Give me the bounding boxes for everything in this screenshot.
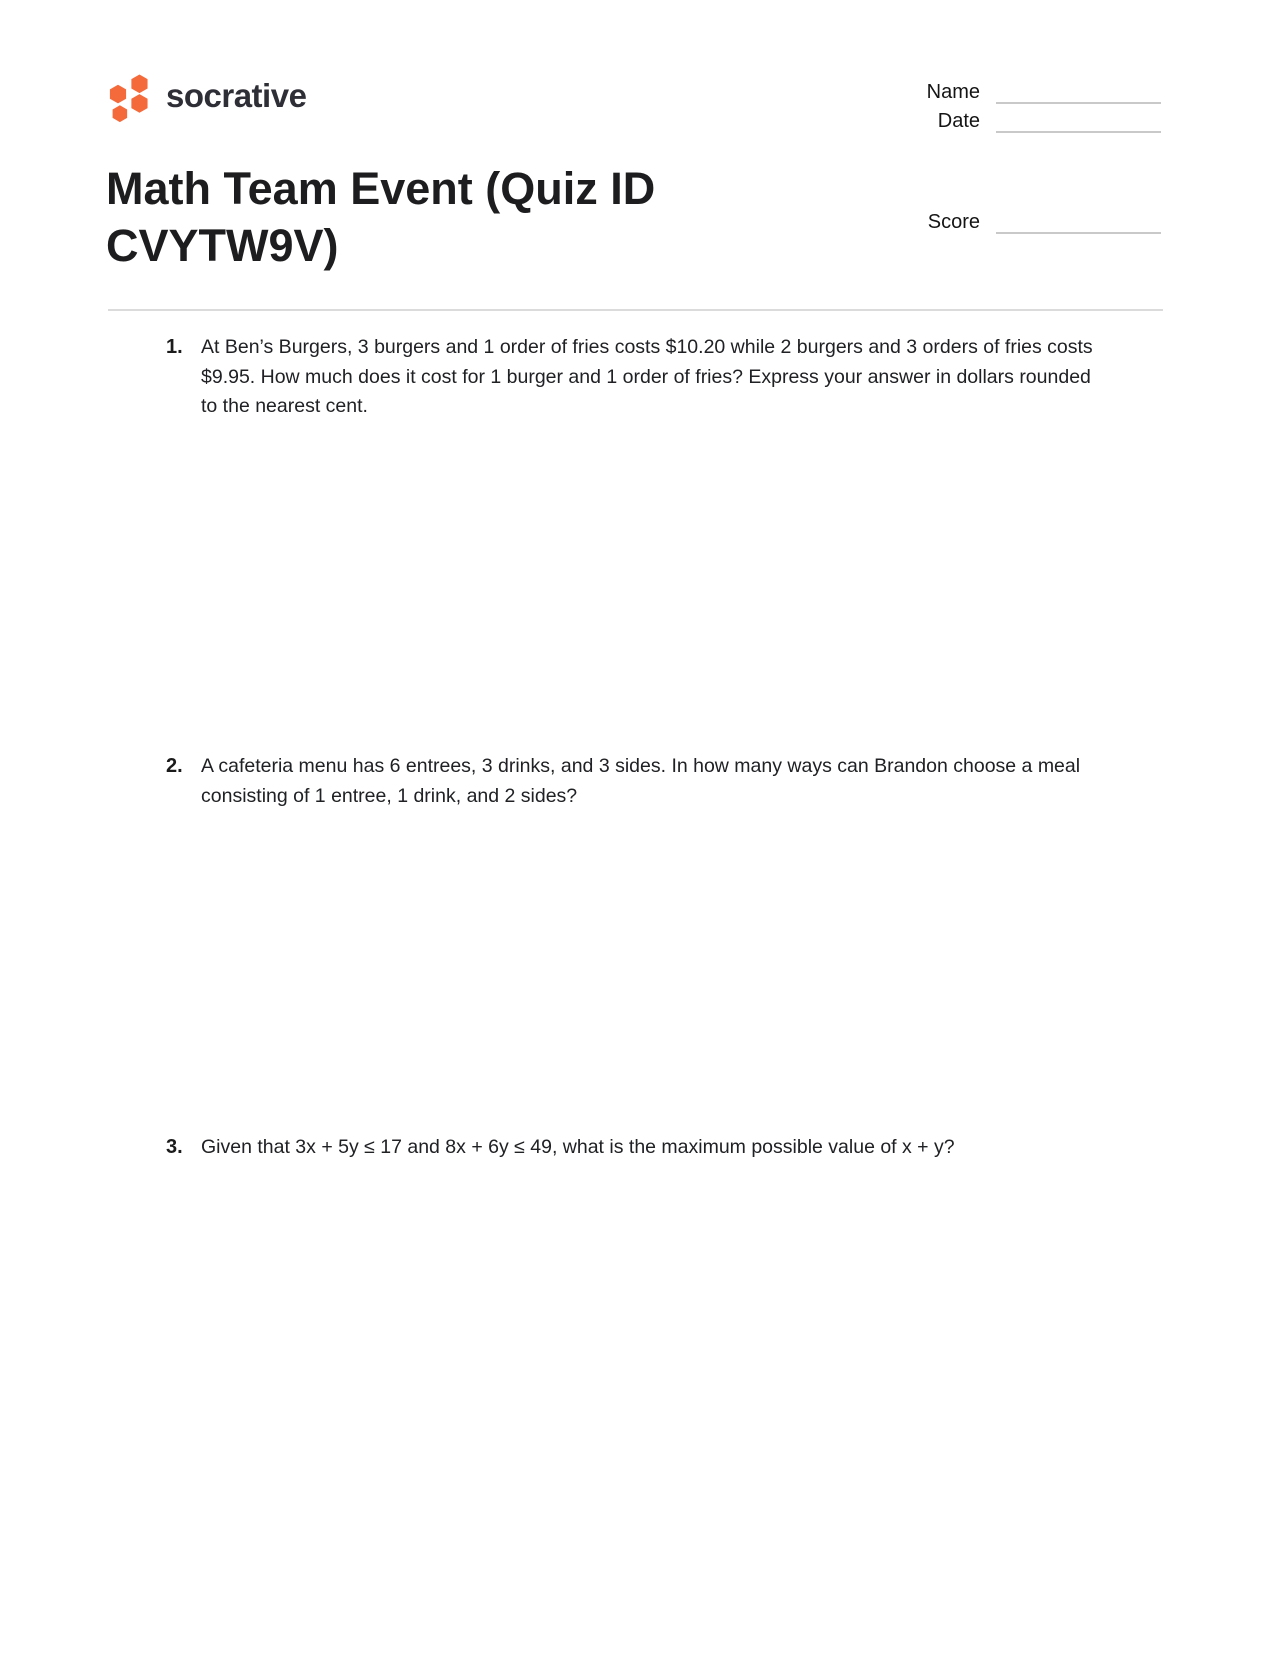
score-label: Score [927, 211, 980, 233]
quiz-title [106, 160, 655, 274]
quiz-title-line-1: Math Team Event (Quiz ID [106, 163, 656, 214]
date-field [875, 111, 1161, 131]
question-3-text: Given that 3x + 5y ≤ 17 and 8x + 6y ≤ 49, what is the maximum possible value of x + y? [201, 1136, 955, 1158]
header-divider [108, 309, 1163, 311]
name-label: Name [926, 81, 980, 103]
question-2-number: 2. [166, 755, 183, 777]
question-2-text: A cafeteria menu has 6 entrees, 3 drinks, and 3 sides. In how many ways can Brandon choose a meal consisting of 1 entree, 1 drink, and 2 sides? [201, 755, 1081, 807]
date-blank-line [996, 129, 1161, 133]
date-label: Date [937, 110, 980, 132]
socrative-logo [104, 64, 306, 126]
question-3-number: 3. [166, 1136, 183, 1158]
score-field [875, 212, 1161, 232]
question-1-text: At Ben’s Burgers, 3 burgers and 1 order of fries costs $10.20 while 2 burgers and 3 orders of fries costs $9.95. How much does it cost for 1 burger and 1 order of fries? Express your answer in dollars rounded to the nearest cent. [201, 336, 1093, 417]
question-1 [166, 333, 1096, 422]
socrative-logo-text: socrative [166, 76, 307, 114]
question-1-number: 1. [166, 336, 183, 358]
quiz-title-line-2: CVYTW9V) [106, 220, 339, 271]
question-3 [166, 1133, 1096, 1163]
socrative-hexagons-icon [104, 64, 160, 126]
name-field [875, 82, 1161, 102]
name-blank-line [996, 100, 1161, 104]
score-blank-line [996, 230, 1161, 234]
question-2 [166, 752, 1096, 811]
